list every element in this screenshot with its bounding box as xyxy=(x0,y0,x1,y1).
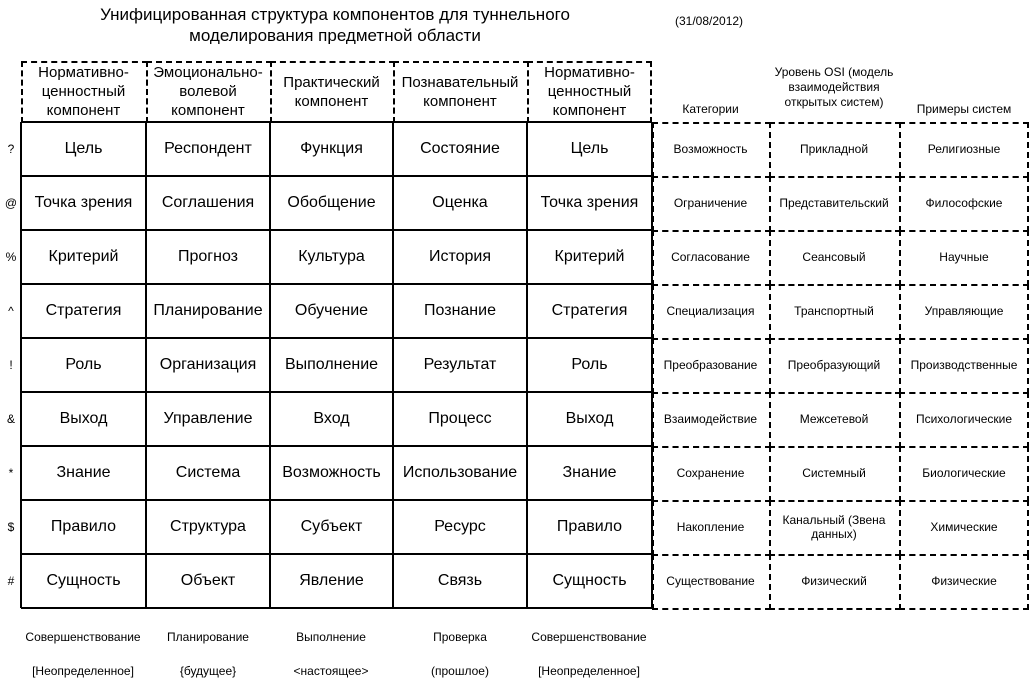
system-example-cell: Производственные xyxy=(910,358,1018,372)
table-cell: Выход xyxy=(59,410,108,427)
category-cell: Специализация xyxy=(666,304,755,318)
component-header: Нормативно-ценностный компонент xyxy=(544,64,635,119)
system-example-cell: Физические xyxy=(931,574,997,588)
row-symbol: % xyxy=(5,250,17,264)
category-cell: Взаимодействие xyxy=(663,412,758,426)
component-header: Нормативно-ценностный компонент xyxy=(38,64,129,119)
system-example-cell: Философские xyxy=(925,196,1003,210)
table-cell: Точка зрения xyxy=(34,194,133,211)
table-cell: Управление xyxy=(163,410,253,427)
table-cell: Точка зрения xyxy=(540,194,639,211)
table-cell: Планирование xyxy=(153,302,263,319)
table-cell: Знание xyxy=(56,464,111,481)
osi-level-cell: Сеансовый xyxy=(802,250,866,264)
table-cell: Правило xyxy=(556,518,623,535)
table-cell: Система xyxy=(175,464,241,481)
system-example-cell: Управляющие xyxy=(924,304,1004,318)
osi-level-cell: Транспортный xyxy=(794,304,874,318)
table-cell: Ресурс xyxy=(434,518,486,535)
system-example-cell: Научные xyxy=(939,250,989,264)
table-cell: Роль xyxy=(65,356,102,373)
system-examples-header: Примеры систем xyxy=(916,101,1012,116)
component-header: Практический компонент xyxy=(283,73,380,110)
osi-level-header: Уровень OSI (модель взаимодействия открытых систем) xyxy=(774,64,894,109)
table-cell: Объект xyxy=(180,572,236,589)
row-symbol: * xyxy=(8,466,14,480)
osi-level-cell: Канальный (Звена данных) xyxy=(782,513,886,541)
osi-level-cell: Представительский xyxy=(779,196,889,210)
row-symbol: # xyxy=(7,574,15,588)
table-cell: Процесс xyxy=(428,410,492,427)
component-header: Эмоционально-волевой компонент xyxy=(153,64,263,119)
tense-label: [Неопределенное] xyxy=(32,664,134,678)
tense-label: <настоящее> xyxy=(293,664,369,678)
stage-label: Выполнение xyxy=(296,630,366,644)
osi-level-cell: Физический xyxy=(801,574,867,588)
table-cell: Выполнение xyxy=(284,356,379,373)
table-cell: Организация xyxy=(159,356,257,373)
category-cell: Существование xyxy=(666,574,755,588)
table-cell: Знание xyxy=(562,464,617,481)
category-cell: Преобразование xyxy=(663,358,758,372)
stage-label: Совершенствование xyxy=(531,630,647,644)
osi-level-cell: Системный xyxy=(802,466,866,480)
tense-label: [Неопределенное] xyxy=(538,664,640,678)
osi-level-cell: Прикладной xyxy=(799,142,869,156)
table-cell: Использование xyxy=(402,464,518,481)
row-symbol: $ xyxy=(7,520,15,534)
osi-level-cell: Межсетевой xyxy=(799,412,869,426)
table-cell: Сущность xyxy=(552,572,627,589)
table-cell: Критерий xyxy=(554,248,625,265)
table-cell: Прогноз xyxy=(177,248,239,265)
table-cell: Респондент xyxy=(164,140,252,157)
category-cell: Накопление xyxy=(676,520,745,534)
table-cell: Цель xyxy=(570,140,609,157)
system-example-cell: Химические xyxy=(930,520,998,534)
document-date: (31/08/2012) xyxy=(675,14,744,28)
table-cell: Субъект xyxy=(300,518,363,535)
row-symbol: @ xyxy=(4,196,18,210)
component-header: Познавательный компонент xyxy=(401,73,519,110)
tense-label: {будущее} xyxy=(179,664,237,678)
stage-label: Проверка xyxy=(433,630,487,644)
stage-label: Совершенствование xyxy=(25,630,141,644)
table-cell: Функция xyxy=(300,140,363,157)
table-cell: Критерий xyxy=(48,248,119,265)
category-header: Категории xyxy=(682,101,739,116)
osi-level-cell: Преобразующий xyxy=(787,358,881,372)
table-cell: Сущность xyxy=(46,572,121,589)
table-cell: Культура xyxy=(298,248,365,265)
table-cell: Соглашения xyxy=(161,194,255,211)
category-cell: Согласование xyxy=(671,250,750,264)
table-cell: Оценка xyxy=(432,194,488,211)
category-cell: Возможность xyxy=(673,142,748,156)
system-example-cell: Биологические xyxy=(922,466,1006,480)
category-cell: Сохранение xyxy=(676,466,745,480)
system-example-cell: Религиозные xyxy=(927,142,1001,156)
table-cell: Возможность xyxy=(282,464,381,481)
table-cell: Структура xyxy=(170,518,246,535)
row-symbol: ! xyxy=(9,358,13,372)
table-cell: Стратегия xyxy=(551,302,628,319)
system-example-cell: Психологические xyxy=(915,412,1013,426)
table-cell: Обобщение xyxy=(287,194,376,211)
table-cell: Роль xyxy=(571,356,608,373)
table-cell: Выход xyxy=(565,410,614,427)
table-cell: Состояние xyxy=(420,140,500,157)
row-symbol: ^ xyxy=(8,304,14,318)
tense-label: (прошлое) xyxy=(431,664,489,678)
table-cell: Вход xyxy=(313,410,350,427)
table-cell: Познание xyxy=(424,302,496,319)
table-cell: Связь xyxy=(437,572,483,589)
stage-label: Планирование xyxy=(167,630,249,644)
table-cell: Правило xyxy=(50,518,117,535)
table-cell: Явление xyxy=(299,572,364,589)
document-title: Унифицированная структура компонентов для туннельного моделирования предметной области xyxy=(100,5,570,44)
table-cell: Обучение xyxy=(294,302,369,319)
table-cell: Цель xyxy=(64,140,103,157)
table-cell: Стратегия xyxy=(45,302,122,319)
row-symbol: & xyxy=(6,412,15,426)
table-cell: История xyxy=(428,248,492,265)
row-symbol: ? xyxy=(7,142,15,156)
table-cell: Результат xyxy=(423,356,497,373)
category-cell: Ограничение xyxy=(673,196,748,210)
